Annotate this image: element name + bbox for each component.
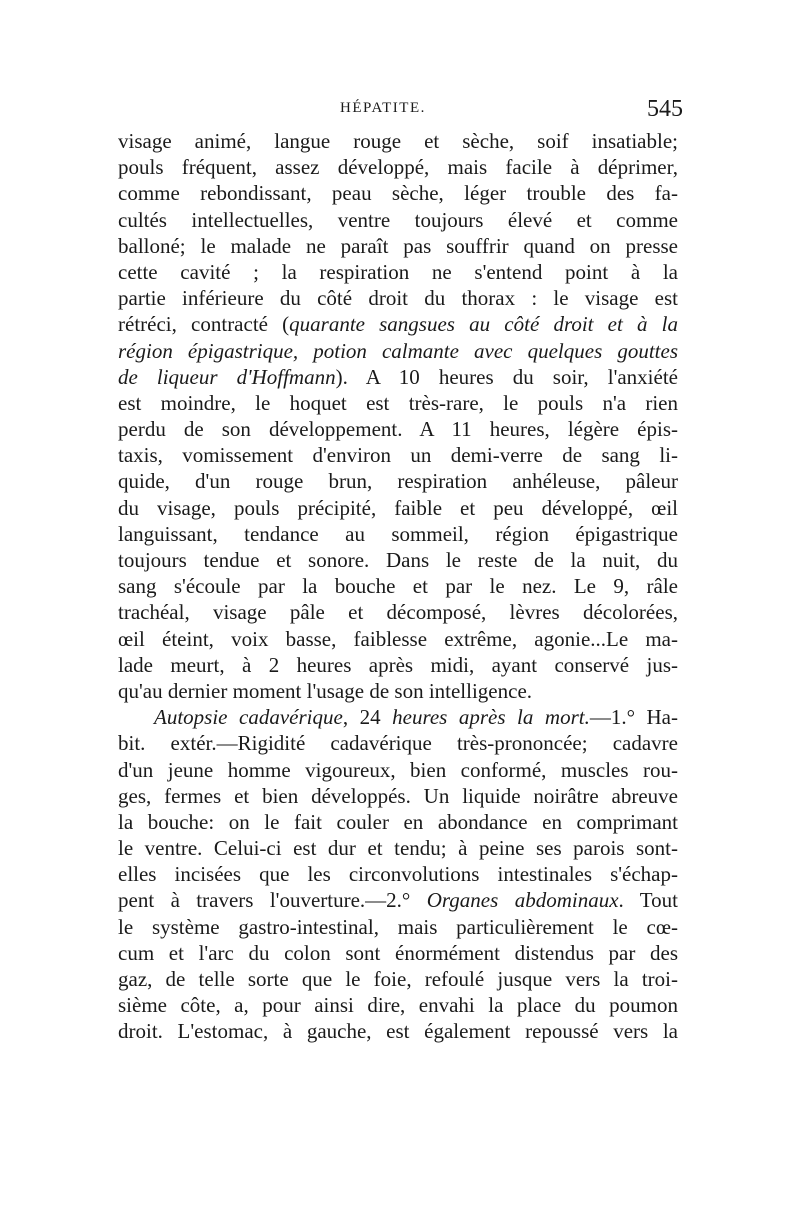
text-segment: ). A 10 heures du soir, l'anxiété <box>335 364 678 389</box>
text-line-l05 <box>118 233 678 259</box>
text-segment: est moindre, le hoquet est très-rare, le pouls n'a rien <box>118 390 678 415</box>
text-segment: partie inférieure du côté droit du thorax : le visage est <box>118 286 678 311</box>
text-segment: gaz, de telle sorte que le foie, refoulé jusque vers la troi- <box>118 967 678 991</box>
text-segment: visage animé, langue rouge et sèche, soif insatiable; <box>118 129 678 153</box>
text-line-l10 <box>118 364 678 390</box>
text-segment: œil éteint, voix basse, faiblesse extrême, agonie...Le ma- <box>118 626 678 651</box>
text-segment: trachéal, visage pâle et décomposé, lèvres décolorées, <box>118 600 678 625</box>
text-segment: du visage, pouls précipité, faible et peu développé, œil <box>118 495 678 520</box>
running-head: HÉPATITE. <box>340 100 426 116</box>
text-line-l09 <box>118 338 678 364</box>
text-line-l01 <box>118 128 678 154</box>
text-segment: pouls fréquent, assez développé, mais facile à déprimer, <box>118 155 678 180</box>
page-number: 545 <box>647 96 683 122</box>
text-line-l11 <box>118 390 678 416</box>
text-line-l29 <box>118 861 678 887</box>
text-segment: la bouche: on le fait couler en abondance en comprimant <box>118 809 678 834</box>
text-segment: qu'au dernier moment l'usage de son intelligence. <box>118 678 533 703</box>
text-segment: sang s'écoule par la bouche et par le nez. Le 9, râle <box>118 574 678 599</box>
text-segment: languissant, tendance au sommeil, région épigastrique <box>118 521 678 546</box>
text-line-l33 <box>118 966 678 992</box>
text-line-l27 <box>118 809 678 835</box>
text-segment: balloné; le malade ne paraît pas souffrir quand on presse <box>118 233 678 258</box>
text-line-l23 <box>118 704 678 730</box>
text-line-l35 <box>118 1018 678 1044</box>
text-line-l21 <box>118 652 678 678</box>
text-line-l32 <box>118 940 678 966</box>
text-segment: taxis, vomissement d'environ un demi-verre de sang li- <box>118 443 678 468</box>
text-line-l03 <box>118 180 678 206</box>
text-segment: . Tout <box>618 888 679 913</box>
italic-text: quarante sangsues au côté droit et à la <box>289 312 678 337</box>
text-line-l17 <box>118 547 678 573</box>
text-line-l24 <box>118 730 678 756</box>
text-line-l07 <box>118 285 678 311</box>
text-line-l06 <box>118 259 678 285</box>
body-text <box>118 128 678 1045</box>
text-line-l22 <box>118 678 678 704</box>
text-line-l12 <box>118 416 678 442</box>
text-segment: toujours tendue et sonore. Dans le reste de la nuit, du <box>118 548 678 572</box>
text-line-l19 <box>118 599 678 625</box>
text-line-l16 <box>118 521 678 547</box>
text-segment: sième côte, a, pour ainsi dire, envahi la place du poumon <box>118 993 678 1018</box>
italic-text: heures après la mort. <box>392 705 590 730</box>
text-segment: cultés intellectuelles, ventre toujours élevé et comme <box>118 207 678 232</box>
text-line-l34 <box>118 992 678 1018</box>
text-segment: cette cavité ; la respiration ne s'entend point à la <box>118 259 678 284</box>
text-segment: —1.° Ha- <box>589 705 678 730</box>
text-segment: le système gastro-intestinal, mais particulièrement le cœ- <box>118 914 678 939</box>
text-line-l15 <box>118 495 678 521</box>
italic-text: région épigastrique, potion calmante avec quelques gouttes <box>118 338 678 363</box>
text-line-l20 <box>118 626 678 652</box>
text-segment: bit. extér.—Rigidité cadavérique très-prononcée; cadavre <box>118 731 678 756</box>
text-segment: ges, fermes et bien développés. Un liquide noirâtre abreuve <box>118 783 678 808</box>
text-segment: d'un jeune homme vigoureux, bien conformé, muscles rou- <box>118 757 678 782</box>
italic-text: Organes abdominaux <box>426 888 619 913</box>
text-line-l26 <box>118 783 678 809</box>
text-segment: , 24 <box>342 705 393 730</box>
text-segment: lade meurt, à 2 heures après midi, ayant conservé jus- <box>118 652 678 677</box>
page-header <box>118 96 683 130</box>
text-line-l02 <box>118 154 678 180</box>
text-segment: quide, d'un rouge brun, respiration anhéleuse, pâleur <box>118 469 678 494</box>
text-line-l04 <box>118 207 678 233</box>
text-segment: perdu de son développement. A 11 heures, légère épis- <box>118 417 678 442</box>
text-line-l08 <box>118 311 678 337</box>
text-segment: comme rebondissant, peau sèche, léger trouble des fa- <box>118 181 678 206</box>
italic-text: Autopsie cadavérique <box>154 705 343 730</box>
text-line-l13 <box>118 442 678 468</box>
text-line-l18 <box>118 573 678 599</box>
italic-text: de liqueur d'Hoffmann <box>118 364 336 389</box>
text-segment: pent à travers l'ouverture.—2.° <box>118 888 427 913</box>
text-segment: le ventre. Celui-ci est dur et tendu; à peine ses parois sont- <box>118 836 678 861</box>
text-line-l25 <box>118 757 678 783</box>
text-segment: elles incisées que les circonvolutions intestinales s'échap- <box>118 862 678 887</box>
text-line-l28 <box>118 835 678 861</box>
text-line-l31 <box>118 914 678 940</box>
text-segment: droit. L'estomac, à gauche, est également repoussé vers la <box>118 1019 678 1044</box>
text-segment: rétréci, contracté ( <box>118 312 290 337</box>
text-line-l14 <box>118 468 678 494</box>
text-line-l30 <box>118 887 678 913</box>
text-segment: cum et l'arc du colon sont énormément distendus par des <box>118 940 678 965</box>
